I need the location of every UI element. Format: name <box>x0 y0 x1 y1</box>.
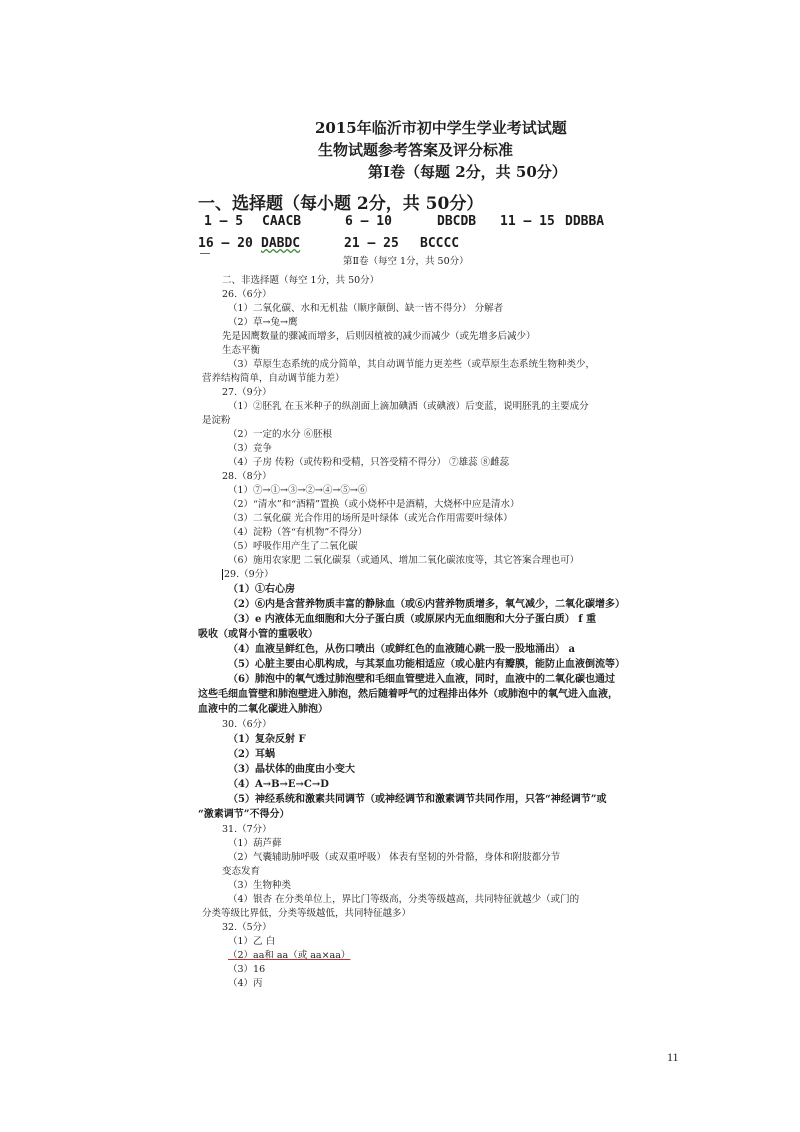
answer-line: “激素调节”不得分） <box>198 809 290 820</box>
answer-line: （3）晶状体的曲度由小变大 <box>228 764 355 775</box>
answer-line: （4）淀粉（答“有机物”不得分） <box>228 527 368 538</box>
answer-line: 31.（7分） <box>222 824 272 835</box>
answer-line: （3）e 内液体无血细胞和大分子蛋白质（或原尿内无血细胞和大分子蛋白质） f 重 <box>228 614 597 625</box>
answer-line: 生态平衡 <box>222 345 261 356</box>
part2-title: 第Ⅱ卷（每空 1分，共 50分） <box>343 256 469 267</box>
answer-line: 变态发育 <box>222 866 261 877</box>
mc-range-4: 16 — 20 <box>198 236 253 251</box>
answer-line: （6）肺泡中的氧气透过肺泡壁和毛细血管壁进入血液，同时，血液中的二氧化碳也通过 <box>228 674 615 685</box>
mc-range-5: 21 — 25 <box>344 236 399 251</box>
answer-line: （2）草→兔→鹰 <box>228 317 298 328</box>
section1-heading: 一、选择题（每小题 2分，共 50分） <box>198 194 484 214</box>
answer-line: 先是因鹰数量的骤减而增多，后则因植被的减少而减少（或先增多后减少） <box>222 331 536 342</box>
answer-line: （3）二氧化碳 光合作用的场所是叶绿体（或光合作用需要叶绿体） <box>228 513 513 524</box>
document-subtitle: 生物试题参考答案及评分标准 <box>318 141 514 159</box>
answer-line: （1）②胚乳 在玉米种子的纵剖面上滴加碘酒（或碘液）后变蓝，说明胚乳的主要成分 <box>228 401 589 412</box>
answer-line: 30.（6分） <box>222 719 272 730</box>
mc-answers-2: DBCDB <box>437 214 477 229</box>
answer-line: （1）复杂反射 F <box>228 734 306 745</box>
answer-line: （1）葫芦藓 <box>228 838 282 849</box>
answer-line: 吸收（或肾小管的重吸收） <box>198 629 318 640</box>
answer-line: 血液中的二氧化碳进入肺泡） <box>198 704 328 715</box>
answer-line: （5）心脏主要由心肌构成，与其泵血功能相适应（或心脏内有瓣膜，能防止血液倒流等） <box>228 659 625 670</box>
answer-line: 这些毛细血管壁和肺泡壁进入肺泡，然后随着呼气的过程排出体外（或肺泡中的氧气进入血液， <box>198 689 618 700</box>
answer-line: 二、非选择题（每空 1分，共 50分） <box>222 275 380 286</box>
part1-title: 第Ⅰ卷（每题 2分，共 50分） <box>368 163 567 181</box>
answer-line: （1）二氧化碳、水和无机盐（顺序颠倒、缺一皆不得分） 分解者 <box>228 303 504 314</box>
mc-range-1: 1 — 5 <box>204 214 244 229</box>
mc-range-2: 6 — 10 <box>345 214 392 229</box>
answer-line: （2）耳蜗 <box>228 749 275 760</box>
answer-line: （4）血液呈鲜红色，从伤口喷出（或鲜红色的血液随心跳一股一股地涌出） a <box>228 644 575 655</box>
answer-line: 28.（8分） <box>222 471 272 482</box>
answer-line: （4）子房 传粉（或传粉和受精，只答受精不得分） ⑦雄蕊 ⑧雌蕊 <box>228 457 510 468</box>
answer-line: （2）aa和 aa（或 aa×aa） <box>228 950 351 961</box>
page-number: 11 <box>667 1050 679 1064</box>
text-cursor <box>222 569 223 580</box>
answer-line: （3）16 <box>228 964 266 975</box>
answer-line: （5）呼吸作用产生了二氧化碳 <box>228 541 358 552</box>
mc-answers-3: DDBBA <box>565 214 605 229</box>
stray-mark <box>200 253 210 254</box>
answer-line: （6）施用农家肥 二氧化碳泵（或通风、增加二氧化碳浓度等，其它答案合理也可） <box>228 555 580 566</box>
answer-line: （3）竞争 <box>228 443 273 454</box>
answer-line: 营养结构简单，自动调节能力差） <box>202 373 345 384</box>
mc-range-3: 11 — 15 <box>500 214 555 229</box>
answer-line: （2）气囊辅助肺呼吸（或双重呼吸） 体表有坚韧的外骨骼，身体和附肢都分节 <box>228 852 561 863</box>
answer-line: 是淀粉 <box>202 415 231 426</box>
answer-line: （1）⑦→①→③→②→④→⑤→⑥ <box>228 485 368 496</box>
answer-line: （4）A→B→E→C→D <box>228 779 329 790</box>
answer-line: （4）银杏 在分类单位上，界比门等级高，分类等级越高，共同特征就越少（或门的 <box>228 894 580 905</box>
mc-answers-4: DABDC <box>261 236 301 251</box>
mc-answers-5: BCCCC <box>420 236 460 251</box>
answer-line: （5）神经系统和激素共同调节（或神经调节和激素调节共同作用，只答“神经调节”或 <box>228 794 607 805</box>
answer-line: （1）乙 白 <box>228 936 276 947</box>
answer-line: 29.（9分） <box>224 569 274 580</box>
answer-line: （2）一定的水分 ⑥胚根 <box>228 429 333 440</box>
answer-line: 26.（6分） <box>222 289 272 300</box>
answer-line: 分类等级比界低，分类等级越低，共同特征越多） <box>202 908 412 919</box>
mc-answers-1: CAACB <box>262 214 302 229</box>
answer-line: （3）生物种类 <box>228 880 292 891</box>
answer-line: 27.（9分） <box>222 387 272 398</box>
answer-line: （4）丙 <box>228 978 263 989</box>
answer-line: （1）①右心房 <box>228 584 295 595</box>
answer-line: （2）⑥内是含营养物质丰富的静脉血（或⑥内营养物质增多，氧气减少，二氧化碳增多） <box>228 599 625 610</box>
answer-line: 32.（5分） <box>222 922 272 933</box>
document-title: 2015年临沂市初中学生学业考试试题 <box>315 119 567 137</box>
answer-line: （3）草原生态系统的成分简单，其自动调节能力更差些（或草原生态系统生物种类少， <box>228 359 596 370</box>
answer-line: （2）“清水”和“酒精”置换（或小烧杯中是酒精，大烧杯中应是清水） <box>228 499 520 510</box>
